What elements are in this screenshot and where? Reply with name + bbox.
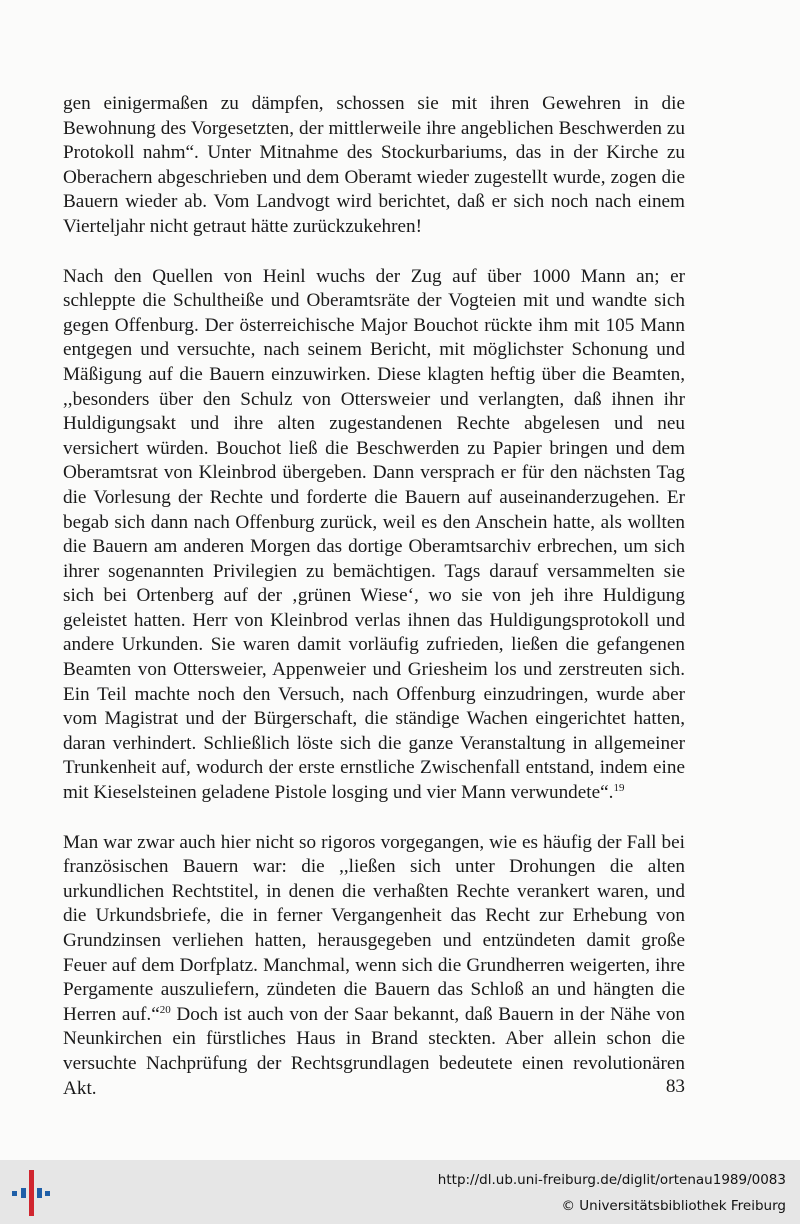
page-number: 83 (665, 1076, 685, 1097)
document-url-link[interactable]: http://dl.ub.uni-freiburg.de/diglit/ortenau1989/0083 (437, 1172, 786, 1188)
paragraph-2 (63, 265, 685, 806)
ub-freiburg-logo-icon[interactable] (10, 1168, 52, 1218)
footer-bar (0, 1160, 800, 1224)
footnote-ref-19: 19 (613, 782, 625, 795)
logo-right-bar (37, 1188, 42, 1198)
paragraph-3-text: Man war zwar auch hier nicht so rigoros vorgegangen, wie es häufig der Fall bei französischen Bauern war: die ,,ließen sich unter Drohungen die alten urkundlichen Rechtstitel, in denen die verhaßten Rechte verankert waren, und die Urkundsbriefe, die in ferner Vergangenheit das Recht zur Erhebung von Grundzinsen verliehen hatten, herausgegeben und entzündeten damit große Feuer auf dem Dorfplatz. Manchmal, wenn sich die Grundherren weigerten, ihre Pergamente auszuliefern, zündeten die Bauern das Schloß an und hängten die Herren auf.“ (63, 831, 685, 1025)
paragraph-2-text: Nach den Quellen von Heinl wuchs der Zug auf über 1000 Mann an; er schleppte die Schultheiße und Oberamtsräte der Vogteien mit und wandte sich gegen Offenburg. Der österreichische Major Bouchot rückte ihm mit 105 Mann entgegen und versuchte, nach seinem Bericht, mit möglichster Schonung und Mäßigung auf die Bauern einzuwirken. Diese klagten heftig über die Beamten, ,,besonders über den Schulz von Ottersweier und verlangten, daß ihnen ihr Huldigungsakt und ihre alten zugestandenen Rechte abgelesen und neu versichert würden. Bouchot ließ die Beschwerden zu Papier bringen und dem Oberamtsrat von Kleinbrod übergeben. Dann versprach er für den nächsten Tag die Vorlesung der Rechte und forderte die Bauern auf auseinanderzugehen. Er begab sich dann nach Offenburg zurück, weil es den Anschein hatte, als wollten die Bauern am anderen Morgen das dortige Oberamtsarchiv erbrechen, um sich ihrer sogenannten Privilegien zu bemächtigen. Tags darauf versammelten sie sich bei Ortenberg auf der ‚grünen Wiese‘, wo sie von jeh ihre Huldigung geleistet hatten. Herr von Kleinbrod verlas ihnen das Huldigungsprotokoll und andere Urkunden. Sie waren damit vorläufig zufrieden, ließen die gefangenen Beamten von Ottersweier, Appenweier und Griesheim los und zerstreuten sich. Ein Teil machte noch den Versuch, nach Offenburg einzudringen, wurde aber vom Magistrat und der Bürgerschaft, die ständige Wachen eingerichtet hatten, daran verhindert. Schließlich löste sich die ganze Veranstaltung in allgemeiner Trunkenheit auf, wodurch der erste ernstliche Zwischenfall entstand, indem eine mit Kieselsteinen geladene Pistole losging und vier Mann verwundete“. (63, 265, 685, 804)
logo-center-bar (29, 1170, 34, 1216)
footnote-ref-20: 20 (159, 1003, 171, 1016)
logo-right-block (45, 1191, 50, 1196)
paragraph-3 (63, 831, 685, 1102)
paragraph-1 (63, 92, 685, 240)
copyright-notice: © Universitätsbibliothek Freiburg (561, 1198, 786, 1214)
logo-left-bar (21, 1188, 26, 1198)
body-text (63, 92, 685, 1126)
paragraph-3-text-continued: Doch ist auch von der Saar bekannt, daß Bauern in der Nähe von Neunkirchen ein fürstliches Haus in Brand steckten. Aber allein schon die versuchte Nachprüfung der Rechtsgrundlagen bedeutete einen revolutionären Akt. (63, 1003, 686, 1099)
paragraph-1-text: gen einigermaßen zu dämpfen, schossen sie mit ihren Gewehren in die Bewohnung des Vorgesetzten, der mittlerweile ihre angeblichen Beschwerden zu Protokoll nahm“. Unter Mitnahme des Stockurbariums, das in der Kirche zu Oberachern abgeschrieben und dem Oberamt wieder zugestellt wurde, zogen die Bauern wieder ab. Vom Landvogt wird berichtet, daß er sich noch nach einem Vierteljahr nicht getraut hätte zurückzukehren! (63, 93, 685, 237)
logo-left-block (12, 1191, 17, 1196)
